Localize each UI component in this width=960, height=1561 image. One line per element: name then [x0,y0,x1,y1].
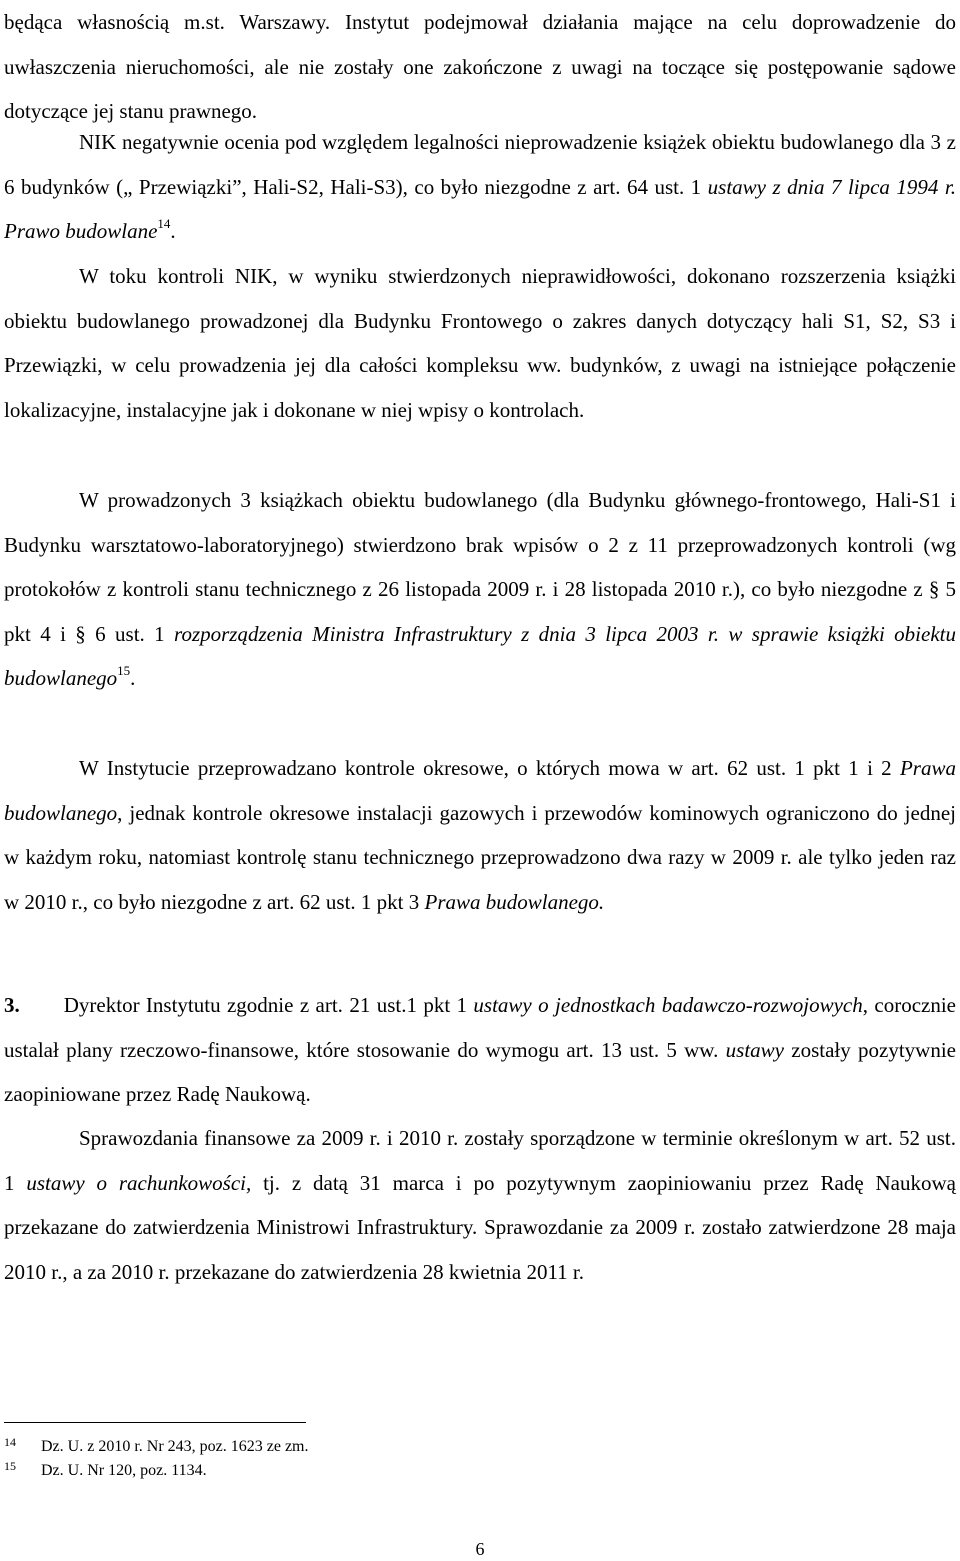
footnote-number: 15 [4,1459,16,1473]
paragraph-building-books [4,120,956,254]
paragraph-text: , jednak kontrole okresowe instalacji gazowych i przewodów kominowych ograniczono do jednej w każdym roku, natomiast kontrolę stanu technicznego przeprowadzono dwa razy w 2009 r. ale tylko jeden raz w 2010 r., co było niezgodne z art. 62 ust. 1 pkt 3 [4,800,956,914]
paragraph-text: . [170,219,176,243]
paragraph-section-3 [4,983,956,1117]
law-citation: ustawy o jednostkach badawczo-rozwojowych [473,993,863,1017]
paragraph-text: W toku kontroli NIK, w wyniku stwierdzonych nieprawidłowości, dokonano rozszerzenia książki obiektu budowlanego prowadzonej dla Budynku Frontowego o zakres danych dotyczący hali S1, S2, S3 i Przewiązki, w celu prowadzenia jej dla całości kompleksu ww. budynków, z uwagi na istniejące połączenie lokalizacyjne, instalacyjne jak i dokonane w niej wpisy o kontrolach. [4,264,956,422]
section-number: 3. [4,993,20,1017]
paragraph-text: W Instytucie przeprowadzano kontrole okresowe, o których mowa w art. 62 ust. 1 pkt 1 i 2 [79,756,900,780]
paragraph-text: będąca własnością m.st. Warszawy. Instytut podejmował działania mające na celu doprowadzenie do uwłaszczenia nieruchomości, ale nie zostały one zakończone z uwagi na toczące się postępowanie sądowe dotyczące jej stanu prawnego. [4,10,956,123]
paragraph-text: , corocznie ustalał plany rzeczowo-finansowe, które stosowanie do wymogu art. 13 ust. 5 ww. [4,993,956,1062]
paragraph-financial-reports [4,1116,956,1294]
paragraph-text: zostały pozytywnie zaopiniowane przez Radę Naukową. [4,1037,956,1106]
paragraph-text: W prowadzonych 3 książkach obiektu budowlanego (dla Budynku głównego-frontowego, Hali-S1 i Budynku warsztatowo-laboratoryjnego) stwierdzono brak wpisów o 2 z 11 przeprowadzonych kontroli (wg protokołów z kontroli stanu technicznego z 26 listopada 2009 r. i 28 listopada 2010 r.), co było niezgodne z § 5 pkt 4 i § 6 ust. 1 [4,488,956,646]
paragraph-text: tj. z datą 31 marca i po pozytywnym zaopiniowaniu przez Radę Naukową przekazane do zatwierdzenia Ministrowi Infrastruktury. Sprawozdanie za 2009 r. zostało zatwierdzone 28 maja 2010 r., a za 2010 r. przekazane do zatwierdzenia 28 kwietnia 2011 r. [4,1170,956,1284]
law-citation: Prawa budowlanego. [424,889,605,914]
law-citation: ustawy [725,1037,784,1062]
paragraph-text: NIK negatywnie ocenia pod względem legalności nieprowadzenie książek obiektu budowlanego dla 3 z 6 budynków („ Przewiązki”, Hali-S2, Hali-S3), co było niezgodne z art. 64 ust. 1 [4,130,956,199]
footnote-number: 14 [4,1435,16,1449]
footnote-text: Dz. U. Nr 120, poz. 1134. [41,1462,207,1479]
law-citation: ustawy o rachunkowości, [26,1170,252,1195]
paragraph-audit-extension [4,254,956,432]
law-citation: rozporządzenia Ministra Infrastruktury z dnia 3 lipca 2003 r. w sprawie książki obiektu budowlanego [4,621,956,690]
page-number: 6 [475,1539,485,1559]
law-citation: Prawa budowlanego [4,756,956,825]
paragraph-text: . [130,666,136,690]
law-citation: ustawy z dnia 7 lipca 1994 r. Prawo budowlane [4,174,956,243]
footnote-text: Dz. U. z 2010 r. Nr 243, poz. 1623 ze zm. [41,1438,309,1455]
paragraph-missing-entries [4,478,956,701]
paragraph-periodic-inspections [4,746,956,924]
footnote-separator [4,1422,306,1423]
paragraph-property-status [4,0,956,134]
footnote-ref[interactable]: 15 [117,663,131,678]
paragraph-text: Dyrektor Instytutu zgodnie z art. 21 ust.1 pkt 1 [63,993,474,1017]
paragraph-text: Sprawozdania finansowe za 2009 r. i 2010 r. zostały sporządzone w terminie określonym w art. 52 ust. 1 [4,1126,956,1195]
footnote-ref[interactable]: 14 [157,216,171,231]
